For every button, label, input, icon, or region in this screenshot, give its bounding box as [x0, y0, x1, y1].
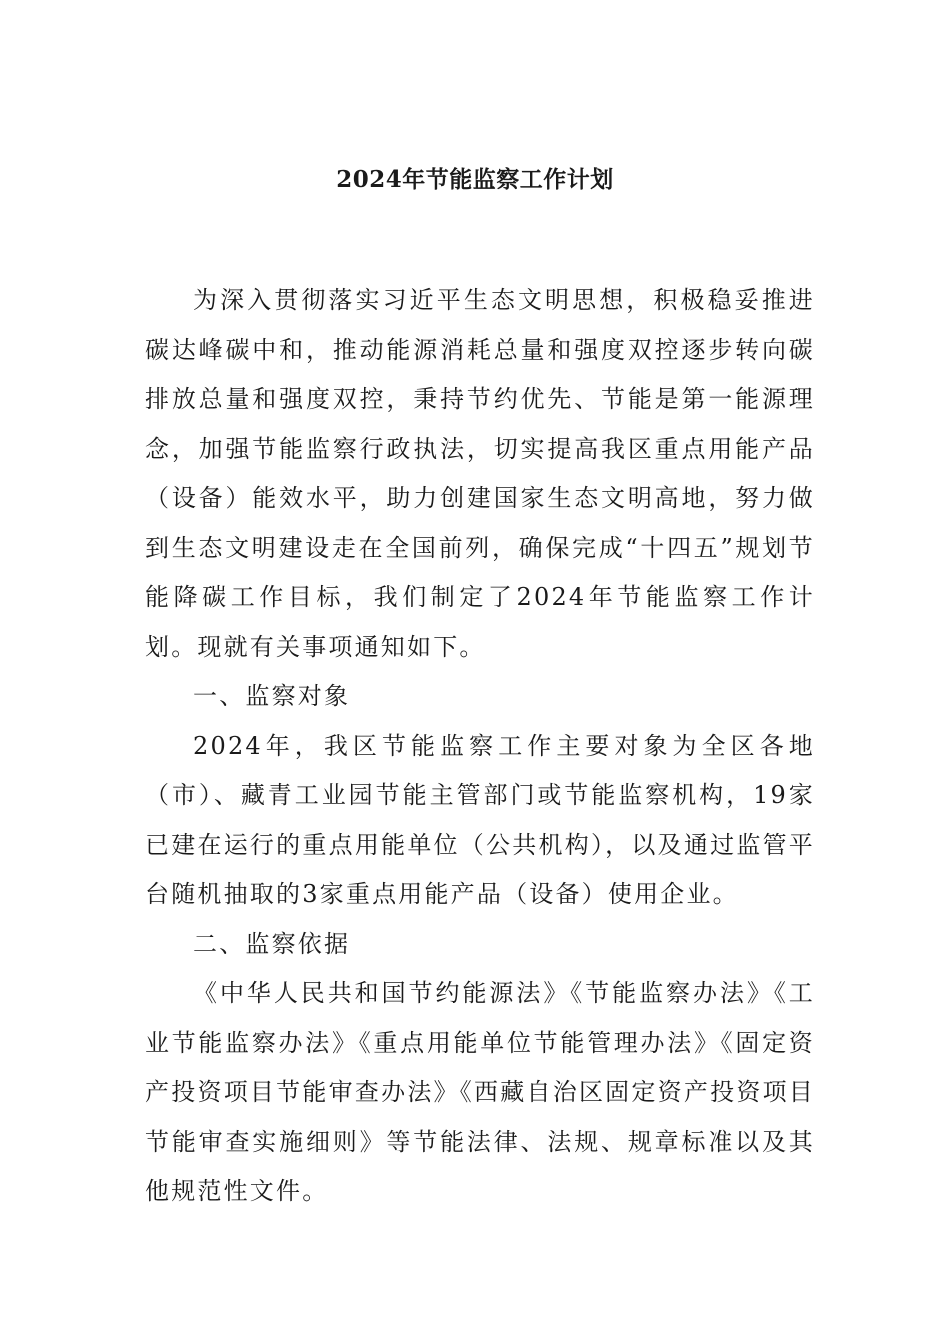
supervision-basis-paragraph: 《中华人民共和国节约能源法》《节能监察办法》《工业节能监察办法》《重点用能单位节能管理办法》《固定资产投资项目节能审查办法》《西藏自治区固定资产投资项目节能审查实施细则》等节能法律、法规、规章标准以及其他规范性文件。	[145, 979, 815, 1205]
section-heading-supervision-basis: 二、监察依据	[193, 929, 351, 958]
document-title: 2024年节能监察工作计划	[336, 166, 614, 193]
section-heading-supervision-targets: 一、监察对象	[193, 682, 351, 710]
supervision-targets-paragraph: 2024年，我区节能监察工作主要对象为全区各地（市）、藏青工业园节能主管部门或节能监察机构，19家已建在运行的重点用能单位（公共机构），以及通过监管平台随机抽取的3家重点用能产品（设备）使用企业。	[145, 731, 815, 908]
intro-paragraph: 为深入贯彻落实习近平生态文明思想，积极稳妥推进碳达峰碳中和，推动能源消耗总量和强度双控逐步转向碳排放总量和强度双控，秉持节约优先、节能是第一能源理念，加强节能监察行政执法，切实提高我区重点用能产品（设备）能效水平，助力创建国家生态文明高地，努力做到生态文明建设走在全国前列，确保完成“十四五”规划节能降碳工作目标，我们制定了2024年节能监察工作计划。现就有关事项通知如下。	[145, 286, 815, 661]
document-body	[145, 276, 815, 1217]
